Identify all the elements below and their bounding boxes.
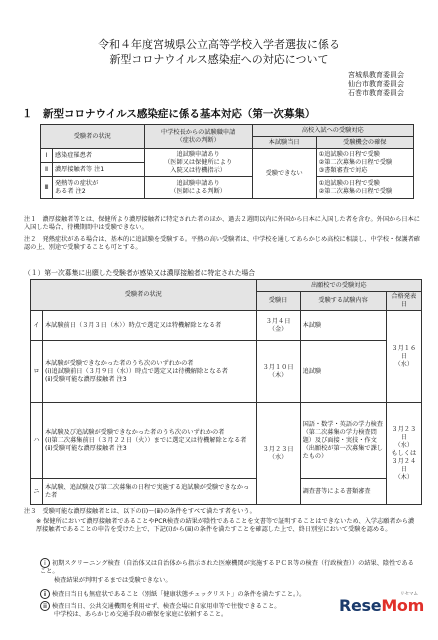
row-status: 本試験が受験できなかった者のうち次のいずれかの者 (ⅰ)追試験前日（３月９日（水））時点で選定又は待機解除となる者 (ⅱ)受験可能な濃厚接触者 注3 (43, 341, 257, 403)
chance-item: ①追試験の日程で受験 (318, 150, 380, 158)
chance-item: ③書類審査で対応 (318, 166, 368, 174)
condition-3: ⅲ 検査日当日、公共交通機関を利用せず、検査会場に自家用車等で往復できること。 中学校は、あらかじめ交通手段の確保を家庭に依頼すること。 (40, 601, 370, 620)
col-chance-header: 受験機会の確保 (316, 137, 413, 149)
row-method: 追試験 (300, 341, 386, 403)
row-num: Ⅰ (41, 149, 53, 163)
section2-heading: （１）第一次募集に出願した受験者が感染又は濃厚接触者に特定された場合 (24, 269, 256, 277)
row-day: ３月２３日 （水） (256, 403, 300, 505)
row-day: ３月４日 （金） (256, 311, 300, 341)
row-num: ロ (31, 341, 43, 403)
condition-mark: ⅲ (40, 601, 50, 611)
row-status: 本試験前日（３月３日（木））時点で選定又は特機解除となる者 (43, 311, 257, 341)
exam-day-cell: 受験できない (252, 149, 316, 199)
note-1: 注１ 濃厚接触者等とは、保健所より濃厚接触者に特定された者のほか、過去２週間以内に外国から日本に入国した者を含む。外国から日本に入国した場合、待機期間中は受験できない。 (24, 216, 420, 232)
section1-heading: １ 新型コロナウイルス感染症に係る基本対応（第一次募集） (22, 108, 316, 120)
row-method: 本試験 (300, 311, 386, 341)
condition-mark: ⅱ (40, 589, 50, 599)
row-result: ３月２３日 （水） もしくは ３月２４日 （木） (386, 403, 421, 505)
condition-1: ⅰ 初期スクリーニング検査（自治体又は自治体から指示された医療機関が実施するＰＣＲ等の検査（行政検査））の結果、陰性であること。 検査結果が判明するまでは受験できない。 (40, 560, 414, 584)
row-status: 濃厚接触者等 注1 (53, 163, 145, 177)
col-method-header: 受験する試験内容 (300, 292, 386, 311)
col-group-header: 出願校での受験対応 (256, 280, 421, 292)
issuer: 宮城県教育委員会 (348, 71, 404, 79)
row-status: 発熱等の症状が ある者 注2 (53, 177, 145, 199)
chance-item: ②第二次募集の日程で受験 (318, 158, 393, 166)
row-day: ３月１０日 （木） (256, 341, 300, 403)
row-method: 国語・数学・英語の学力検査（第二次募集の学力検査問題）及び面接・実技・作文（出願校が第一次募集で課したもの） (300, 403, 386, 479)
row-status: 本試験及び追試験が受験できなかった者のうち次のいずれかの者 (ⅰ)第二次募集前日（３月２２日（火））までに選定又は待機解除となる者 (ⅱ)受験可能な濃厚接触者 注3 (43, 403, 257, 479)
row-status: 本試験、追試験及び第二次募集の日程で実施する追試験が受験できなかった者 (43, 479, 257, 505)
col-report-header: 中学校長からの試験職申請 （症状の判断） (144, 125, 252, 149)
document-title-line1: 令和４年度宮城県公立高等学校入学者選抜に係る (98, 38, 340, 51)
col-exam-group-header: 高校入試への受験対応 (252, 125, 413, 137)
row-num: イ (31, 311, 43, 341)
note-2: 注２ 発熱症状がある場合は、基本的に追試験を受験する。平熱の高い受験者は、中学校を通してあらかじめ高校に相談し、中学校・保護者確認の上、別途で受験することも可とする。 (24, 236, 420, 252)
row-num: ニ (31, 479, 43, 505)
col-day-header: 受験日 (256, 292, 300, 311)
row-result: ３月１６日 （水） (386, 311, 421, 403)
response-detail-table (30, 279, 422, 505)
chance-cell (316, 149, 413, 177)
issuer: 石巻市教育委員会 (348, 89, 404, 97)
condition-2: ⅱ 検査日当日も無症状であること（別紙「健康状態チェックリスト」の条件を満たすこと。）。 (40, 589, 370, 599)
col-status-header: 受験者の状況 (41, 125, 145, 149)
note-3: 注３ 受験可能な濃厚接触者とは、以下の(ⅰ)～(ⅲ)の条件をすべて満たす者をいう。 (24, 508, 256, 515)
row-method: 調査書等による書類審査 (300, 479, 386, 505)
issuer: 仙台市教育委員会 (348, 80, 404, 88)
issuer-list (348, 71, 404, 98)
condition-mark: ⅰ (40, 558, 50, 568)
basic-response-table (40, 124, 414, 199)
resemom-logo: ReseMom (338, 596, 424, 615)
col-result-header: 合格発表日 (386, 292, 421, 311)
note-3-detail: ※ 保健所において濃厚接触者であることやPCR検査の結果が陰性であることを文書等で証明することはできないため、入学志願者から濃厚接触者であることの申告を受けた上で、下記(ⅰ)から(ⅲ)の条件を満たすことを確認した上で、終日別室において受験を認める。 (36, 518, 415, 534)
col-status-header: 受験者の状況 (31, 280, 257, 311)
chance-cell: ①追試験の日程で受験 ②第二次募集の日程で受験 (316, 177, 413, 199)
report-cell: 追試験申請あり （医師又は保健所により 入院又は待機指示） (144, 149, 252, 177)
document-title-line2: 新型コロナウイルス感染症への対応について (109, 53, 329, 66)
row-num: Ⅲ (41, 177, 53, 199)
report-cell: 追試験申請あり （医師による判断） (144, 177, 252, 199)
watermark-small-text: リセマム (400, 592, 418, 597)
col-exam-day-header: 本試験当日 (252, 137, 316, 149)
row-status: 感染症罹患者 (53, 149, 145, 163)
row-num: ハ (31, 403, 43, 479)
row-num: Ⅱ (41, 163, 53, 177)
